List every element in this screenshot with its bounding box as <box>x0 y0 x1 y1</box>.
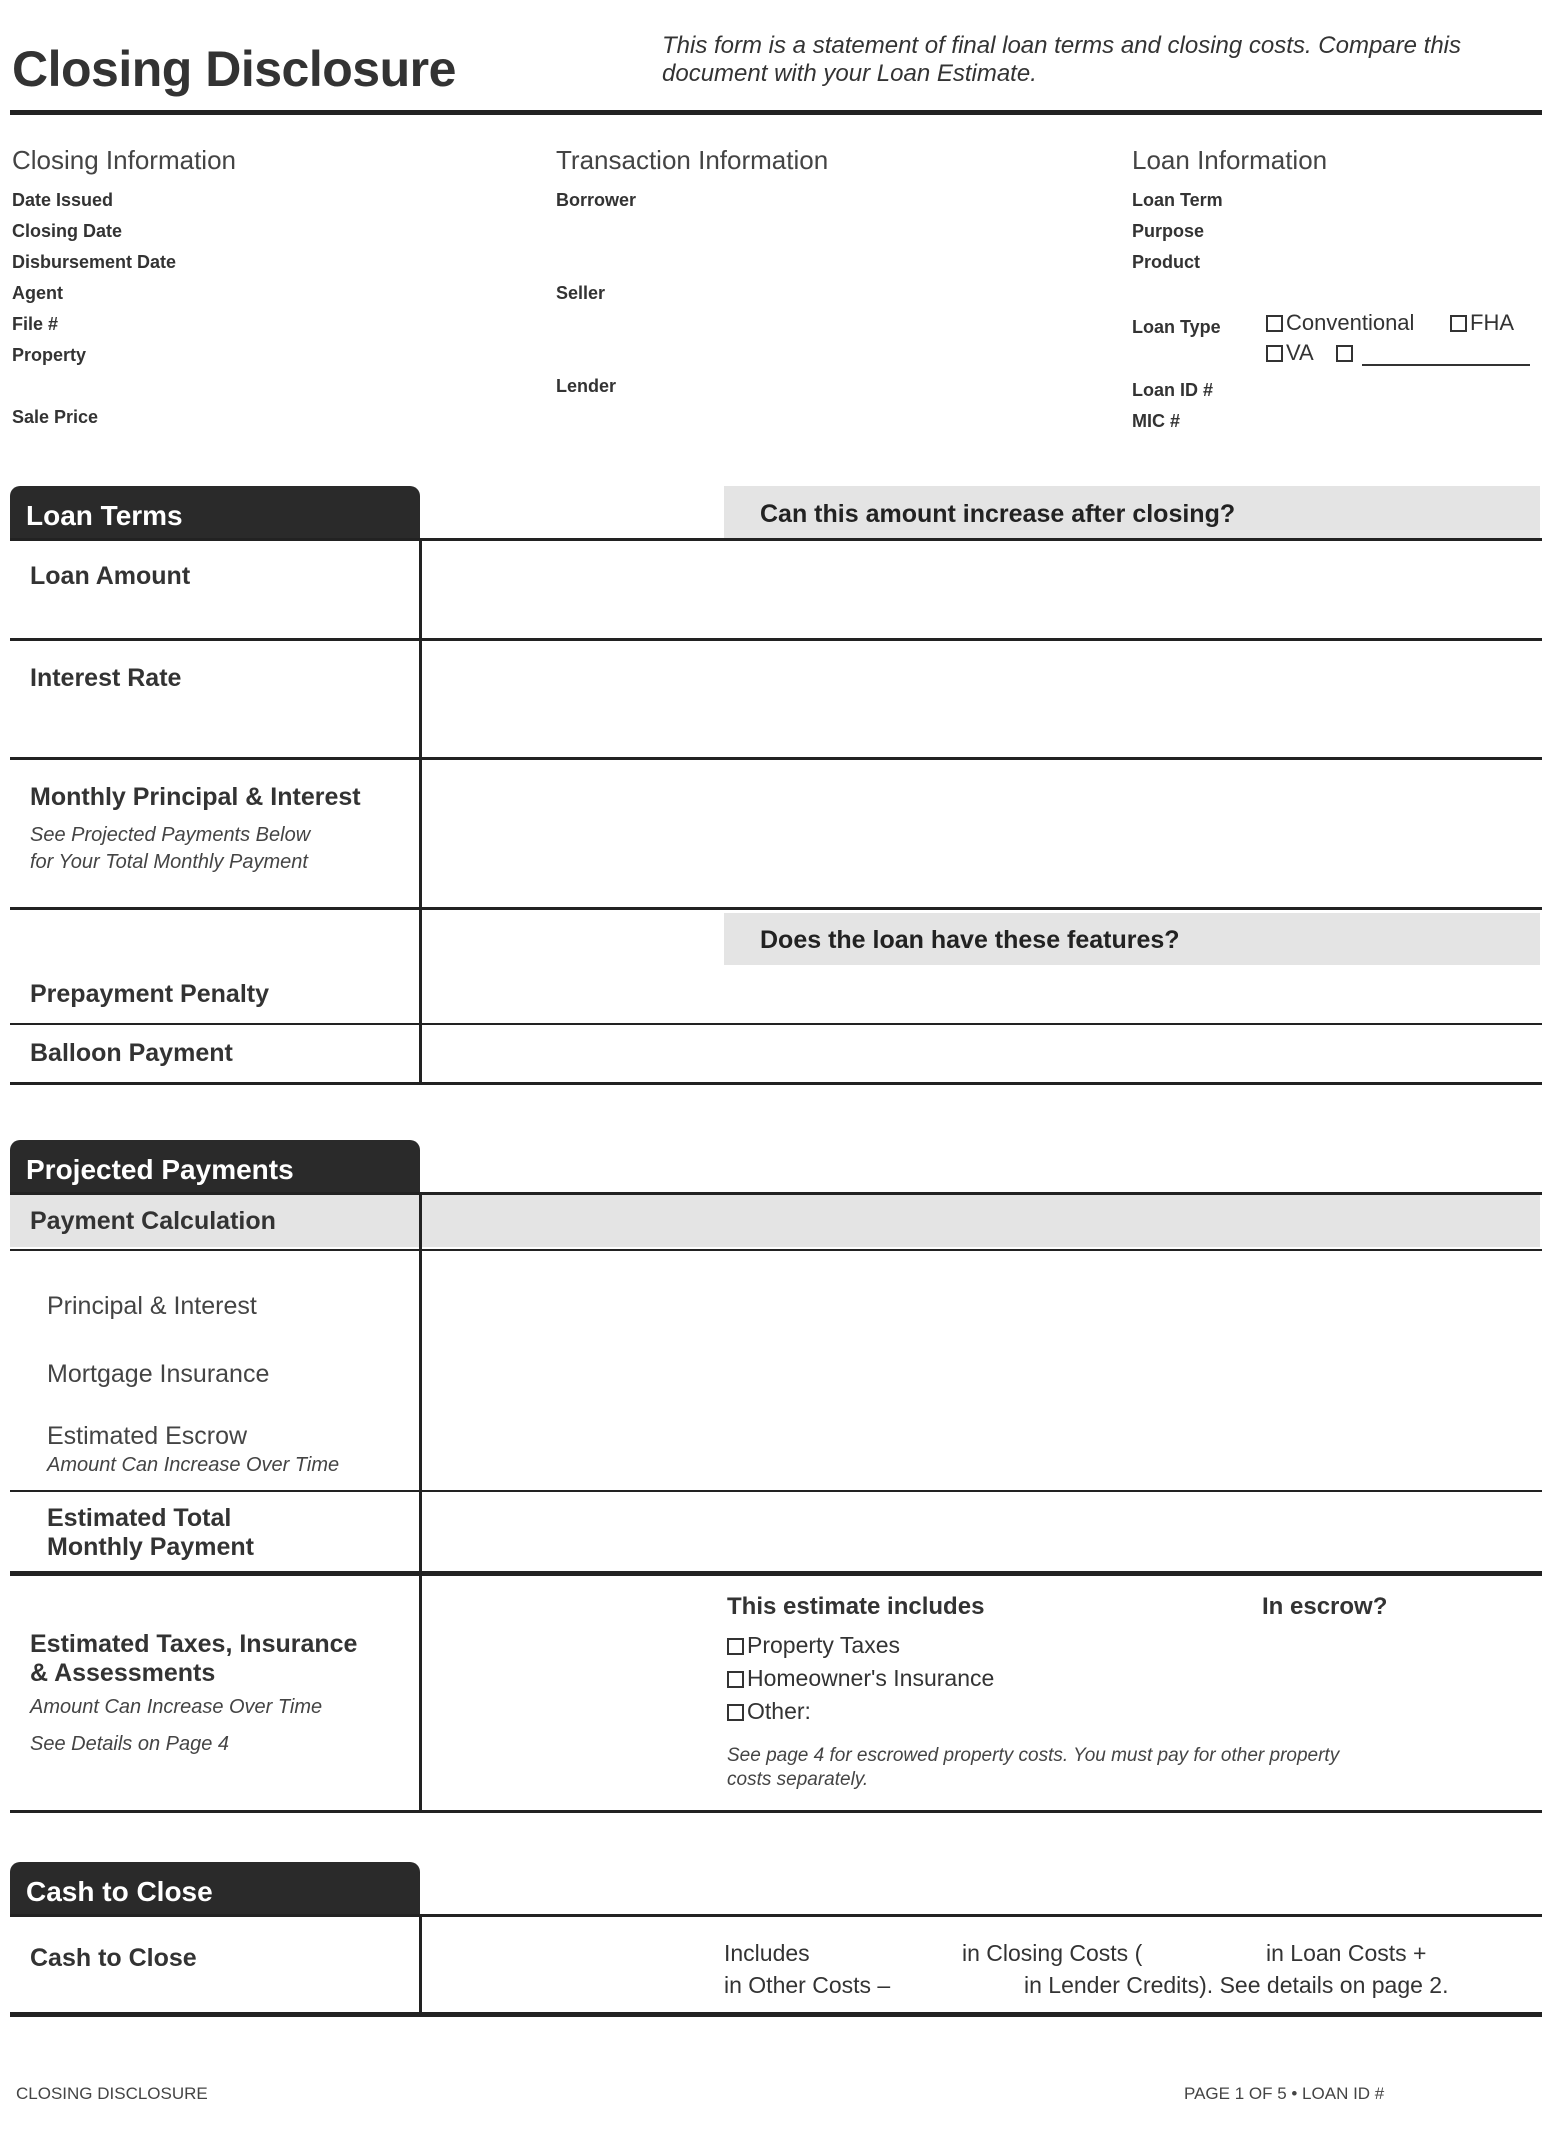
balloon-payment-label: Balloon Payment <box>30 1039 233 1067</box>
increase-question: Can this amount increase after closing? <box>760 500 1236 528</box>
payment-calculation-label: Payment Calculation <box>30 1207 276 1235</box>
principal-interest-label: Principal & Interest <box>47 1292 257 1320</box>
mic-label: MIC # <box>1132 411 1181 431</box>
checkbox-icon[interactable] <box>727 1638 744 1655</box>
borrower-label: Borrower <box>556 190 637 210</box>
closing-date-label: Closing Date <box>12 221 123 241</box>
in-other-costs-text: in Other Costs – <box>724 1972 891 1998</box>
checkbox-icon[interactable] <box>1336 345 1353 362</box>
features-question: Does the loan have these features? <box>760 926 1180 954</box>
projected-column-divider <box>419 1192 422 1812</box>
estimated-taxes-label-2: & Assessments <box>30 1659 216 1687</box>
row-divider <box>10 638 1542 641</box>
transaction-info-heading: Transaction Information <box>556 145 829 175</box>
estimated-taxes-note-1: Amount Can Increase Over Time <box>30 1696 323 1718</box>
loan-terms-tab: Loan Terms <box>10 486 420 540</box>
row-divider <box>10 757 1542 760</box>
loan-type-other[interactable] <box>1336 340 1356 366</box>
date-issued-label: Date Issued <box>12 190 114 210</box>
cash-top-rule <box>10 1914 1542 1917</box>
estimated-taxes-label-1: Estimated Taxes, Insurance <box>30 1630 358 1658</box>
checkbox-icon[interactable] <box>727 1704 744 1721</box>
estimate-includes-heading: This estimate includes <box>727 1593 985 1620</box>
checkbox-icon[interactable] <box>727 1671 744 1688</box>
purpose-label: Purpose <box>1132 221 1205 241</box>
disbursement-date-label: Disbursement Date <box>12 252 177 272</box>
row-divider <box>10 1249 1542 1251</box>
loan-info-heading: Loan Information <box>1132 145 1328 175</box>
agent-label: Agent <box>12 283 63 303</box>
seller-label: Seller <box>556 283 606 303</box>
property-label: Property <box>12 345 87 365</box>
sale-price-label: Sale Price <box>12 407 99 427</box>
cash-to-close-label: Cash to Close <box>30 1944 197 1972</box>
checkbox-icon[interactable] <box>1266 315 1283 332</box>
prepayment-penalty-label: Prepayment Penalty <box>30 980 269 1008</box>
cash-column-divider <box>419 1914 422 2014</box>
in-loan-costs-text: in Loan Costs + <box>1266 1940 1427 1966</box>
mortgage-insurance-label: Mortgage Insurance <box>47 1360 270 1388</box>
row-divider <box>10 907 1542 910</box>
loan-amount-label: Loan Amount <box>30 562 191 590</box>
header-divider <box>10 110 1542 115</box>
form-intro: This form is a statement of final loan terms and closing costs. Compare this document with your Loan Estimate. <box>662 32 1461 87</box>
loan-terms-bottom-rule <box>10 1082 1542 1085</box>
loan-type-va[interactable]: VA <box>1266 340 1314 366</box>
loan-type-conventional[interactable]: Conventional <box>1266 310 1414 336</box>
checkbox-icon[interactable] <box>1266 345 1283 362</box>
loan-type-other-blank[interactable] <box>1362 364 1530 366</box>
projected-payments-tab: Projected Payments <box>10 1140 420 1194</box>
cash-includes-text: Includes <box>724 1940 810 1966</box>
product-label: Product <box>1132 252 1201 272</box>
monthly-pi-label: Monthly Principal & Interest <box>30 783 361 811</box>
estimated-escrow-label: Estimated Escrow <box>47 1422 248 1450</box>
lender-label: Lender <box>556 376 617 396</box>
cash-to-close-tab: Cash to Close <box>10 1862 420 1916</box>
other-option[interactable]: Other: <box>727 1698 811 1725</box>
row-divider <box>10 1023 1542 1025</box>
estimated-total-label-2: Monthly Payment <box>47 1533 254 1561</box>
in-escrow-heading: In escrow? <box>1262 1593 1388 1620</box>
estimated-total-label-1: Estimated Total <box>47 1504 232 1532</box>
cash-bottom-rule <box>10 2012 1542 2017</box>
estimated-escrow-note: Amount Can Increase Over Time <box>47 1454 340 1476</box>
loan-id-label: Loan ID # <box>1132 380 1214 400</box>
loan-terms-column-divider <box>419 538 422 1084</box>
loan-terms-top-rule <box>10 538 1542 541</box>
projected-bottom-rule <box>10 1810 1542 1813</box>
row-divider <box>10 1571 1542 1576</box>
footer-right: PAGE 1 OF 5 • LOAN ID # <box>1184 2084 1385 2103</box>
page-title: Closing Disclosure <box>12 41 456 97</box>
in-closing-costs-text: in Closing Costs ( <box>962 1940 1143 1966</box>
homeowners-insurance-option[interactable]: Homeowner's Insurance <box>727 1665 994 1692</box>
estimated-taxes-note-2: See Details on Page 4 <box>30 1733 230 1755</box>
footer-left: CLOSING DISCLOSURE <box>16 2084 208 2103</box>
property-taxes-option[interactable]: Property Taxes <box>727 1632 900 1659</box>
monthly-pi-note-1: See Projected Payments Below <box>30 824 311 846</box>
in-lender-credits-text: in Lender Credits). See details on page 2. <box>1024 1972 1449 1998</box>
interest-rate-label: Interest Rate <box>30 664 182 692</box>
checkbox-icon[interactable] <box>1450 315 1467 332</box>
loan-term-label: Loan Term <box>1132 190 1223 210</box>
monthly-pi-note-2: for Your Total Monthly Payment <box>30 851 308 873</box>
loan-type-label: Loan Type <box>1132 317 1221 337</box>
loan-type-fha[interactable]: FHA <box>1450 310 1514 336</box>
file-number-label: File # <box>12 314 59 334</box>
escrow-note-2: costs separately. <box>727 1769 869 1790</box>
escrow-note-1: See page 4 for escrowed property costs. You must pay for other property <box>727 1745 1340 1766</box>
row-divider <box>10 1490 1542 1492</box>
closing-info-heading: Closing Information <box>12 145 236 175</box>
